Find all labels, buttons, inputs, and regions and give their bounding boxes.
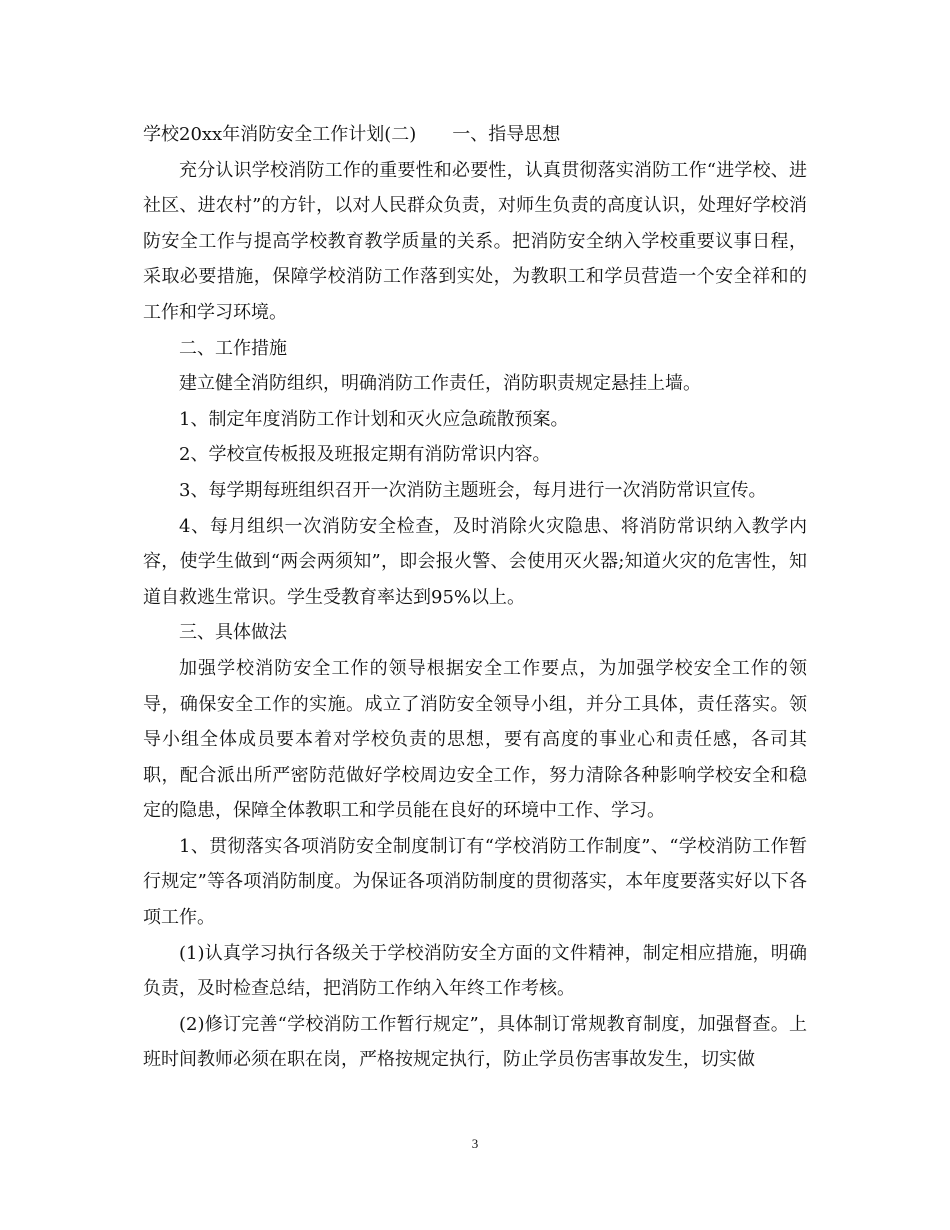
list-item-monthly-inspection: 4、每月组织一次消防安全检查，及时消除火灾隐患、将消防常识纳入教学内容，使学生做到“两会两须知”，即会报火警、会使用灭火器;知道火灾的危害性，知道自救逃生常识。学生受教育率达到95%以上。 — [143, 515, 807, 608]
subitem-study-documents: (1)认真学习执行各级关于学校消防安全方面的文件精神，制定相应措施，明确负责，及时检查总结，把消防工作纳入年终工作考核。 — [143, 942, 807, 1000]
section-heading-specific-practices: 三、具体做法 — [179, 622, 287, 644]
list-item-theme-meetings: 3、每学期每班组织召开一次消防主题班会，每月进行一次消防常识宣传。 — [179, 479, 767, 501]
paragraph-guiding-ideology: 充分认识学校消防工作的重要性和必要性，认真贯彻落实消防工作“进学校、进社区、进农村”的方针，以对人民群众负责，对师生负责的高度认识，处理好学校消防安全工作与提高学校教育教学质量的关系。把消防安全纳入学校重要议事日程，采取必要措施，保障学校消防工作落到实处，为教职工和学员营造一个安全祥和的工作和学习环境。 — [143, 159, 807, 323]
document-body — [143, 117, 807, 1078]
paragraph-fire-organization: 建立健全消防组织，明确消防工作责任，消防职责规定悬挂上墙。 — [179, 373, 701, 395]
document-title: 学校20xx年消防安全工作计划(二) — [143, 124, 417, 145]
section-heading-work-measures: 二、工作措施 — [179, 337, 287, 359]
title-line — [143, 117, 807, 153]
list-item-annual-plan: 1、制定年度消防工作计划和灭火应急疏散预案。 — [179, 408, 569, 430]
subitem-revise-regulations: (2)修订完善“学校消防工作暂行规定”，具体制订常规教育制度，加强督查。上班时间教师必须在职在岗，严格按规定执行，防止学员伤害事故发生，切实做 — [143, 1013, 807, 1071]
paragraph-leadership: 加强学校消防安全工作的领导根据安全工作要点，为加强学校安全工作的领导，确保安全工作的实施。成立了消防安全领导小组，并分工具体，责任落实。领导小组全体成员要本着对学校负责的思想，要有高度的事业心和责任感，各司其职，配合派出所严密防范做好学校周边安全工作，努力清除各种影响学校安全和稳定的隐患，保障全体教职工和学员能在良好的环境中工作、学习。 — [143, 657, 807, 822]
paragraph-implement-systems: 1、贯彻落实各项消防安全制度制订有“学校消防工作制度”、“学校消防工作暂行规定”等各项消防制度。为保证各项消防制度的贯彻落实，本年度要落实好以下各项工作。 — [143, 835, 807, 929]
list-item-board-reports: 2、学校宣传板报及班报定期有消防常识内容。 — [179, 444, 551, 466]
page-number: 3 — [471, 1136, 479, 1151]
section-heading-guiding-ideology: 一、指导思想 — [452, 124, 561, 145]
